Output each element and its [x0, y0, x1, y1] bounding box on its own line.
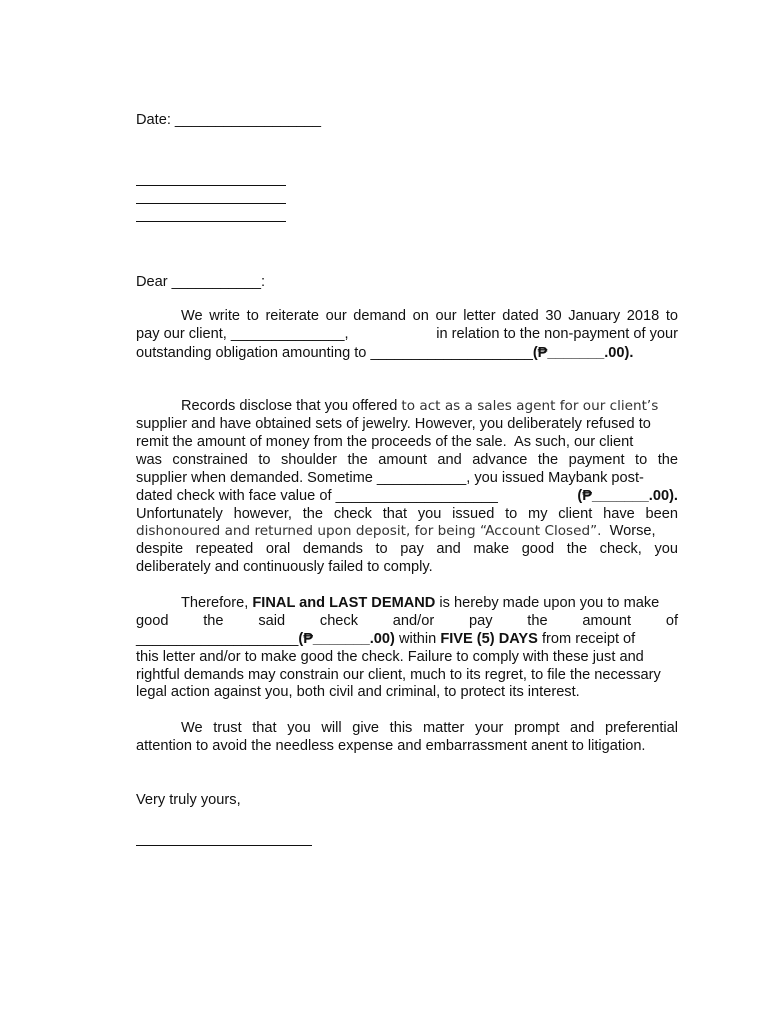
date-line: Date: __________________: [136, 112, 322, 128]
para2-line-8: dishonoured and returned upon deposit, for being “Account Closed”. Worse,: [136, 523, 656, 539]
addressee-line-3: [136, 221, 286, 222]
addressee-line-1: [136, 185, 286, 186]
para3-line-4: this letter and/or to make good the check. Failure to comply with these just and: [136, 649, 644, 665]
para1-line-1: We write to reiterate our demand on our letter dated 30 January 2018 to: [181, 308, 678, 324]
para3-line-3: ____________________(₱_______.00) within FIVE (5) DAYS from receipt of: [136, 631, 636, 647]
addressee-line-2: [136, 203, 286, 204]
para4-line-2: attention to avoid the needless expense and embarrassment anent to litigation.: [136, 738, 646, 754]
closing: Very truly yours,: [136, 792, 241, 808]
para2-line-9: despite repeated oral demands to pay and make good the check, you: [136, 541, 678, 557]
para2-line-10: deliberately and continuously failed to comply.: [136, 559, 433, 575]
para2-line-6: dated check with face value of ____________________ (₱_______.00).: [136, 488, 678, 504]
para2-line-2: supplier and have obtained sets of jewelry. However, you deliberately refused to: [136, 416, 651, 432]
para1-line-2: pay our client, ______________, in relation to the non-payment of your: [136, 326, 678, 342]
para2-line-1: Records disclose that you offered to act as a sales agent for our client’s: [181, 398, 659, 414]
para2-line-7: Unfortunately however, the check that you issued to my client have been: [136, 506, 678, 522]
para4-line-1: We trust that you will give this matter your prompt and preferential: [181, 720, 678, 736]
para1-line-3: outstanding obligation amounting to ____________________(₱_______.00).: [136, 345, 634, 361]
para3-line-5: rightful demands may constrain our client, much to its regret, to file the necessary: [136, 667, 661, 683]
para3-line-1: Therefore, FINAL and LAST DEMAND is hereby made upon you to make: [181, 595, 660, 611]
para3-line-6: legal action against you, both civil and criminal, to protect its interest.: [136, 684, 580, 700]
para2-line-4: was constrained to shoulder the amount and advance the payment to the: [136, 452, 678, 468]
para3-line-2: good the said check and/or pay the amount of: [136, 613, 678, 629]
salutation: Dear ___________:: [136, 274, 266, 290]
signature-line: [136, 845, 312, 846]
para2-line-3: remit the amount of money from the proceeds of the sale. As such, our client: [136, 434, 634, 450]
para2-line-5: supplier when demanded. Sometime ___________, you issued Maybank post-: [136, 470, 644, 486]
